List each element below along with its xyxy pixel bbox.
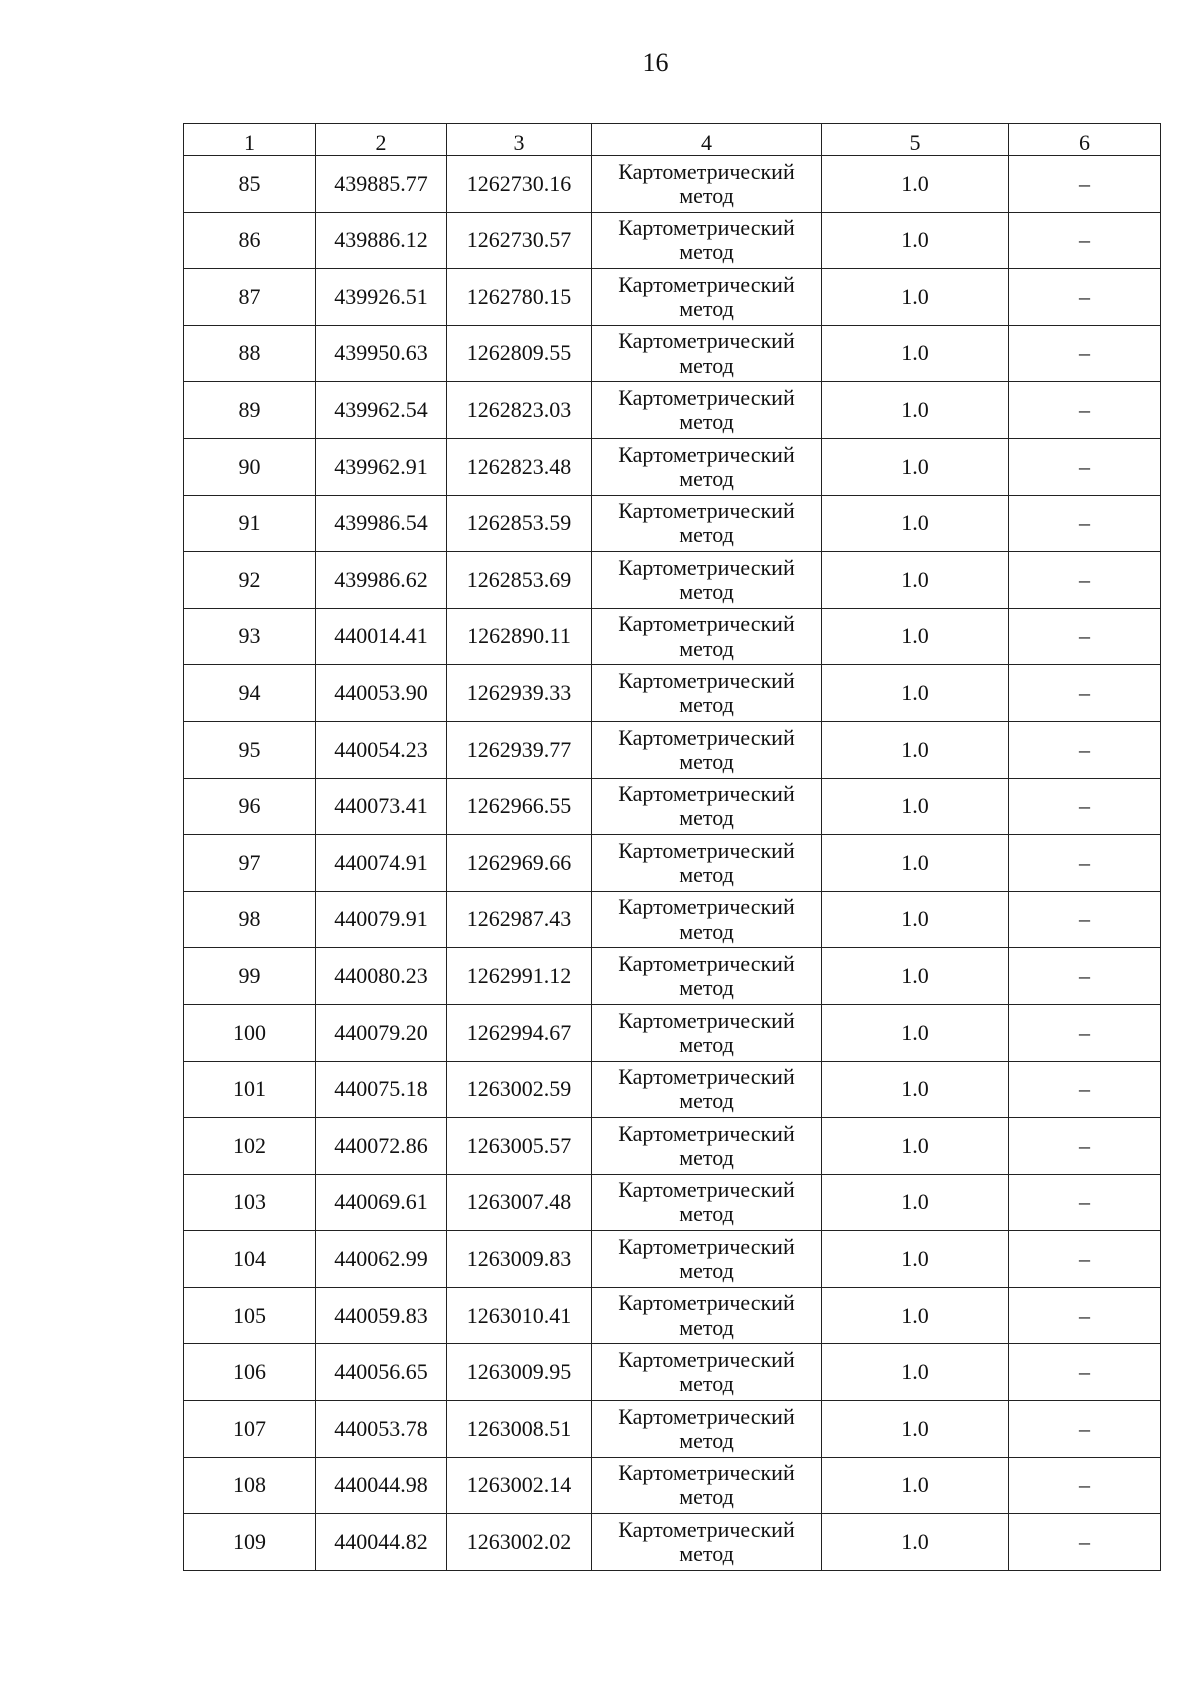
table-row (184, 438, 1161, 495)
method-line-2: метод (679, 861, 734, 887)
method-cell (592, 1231, 822, 1288)
description-cell: – (1009, 1174, 1161, 1231)
method-cell (592, 1118, 822, 1175)
coordinate-x-cell: 440053.78 (316, 1401, 447, 1458)
method-line-1: Картометрический (618, 667, 795, 693)
method-line-1: Картометрический (618, 1516, 795, 1542)
coordinate-x-cell: 439962.91 (316, 438, 447, 495)
description-cell: – (1009, 608, 1161, 665)
coordinate-x-cell: 440053.90 (316, 665, 447, 722)
table-row (184, 1174, 1161, 1231)
method-line-2: метод (679, 1031, 734, 1057)
description-cell: – (1009, 891, 1161, 948)
method-line-2: метод (679, 1541, 734, 1567)
method-line-2: метод (679, 918, 734, 944)
method-line-1: Картометрический (618, 554, 795, 580)
coordinate-x-cell: 440069.61 (316, 1174, 447, 1231)
method-line-1: Картометрический (618, 441, 795, 467)
method-cell (592, 1401, 822, 1458)
method-cell (592, 1287, 822, 1344)
method-line-1: Картометрический (618, 1177, 795, 1203)
table-row (184, 212, 1161, 269)
page-number: 16 (642, 48, 669, 77)
method-cell (592, 438, 822, 495)
coordinate-x-cell: 439986.62 (316, 552, 447, 609)
description-cell: – (1009, 1287, 1161, 1344)
accuracy-cell: 1.0 (822, 1231, 1009, 1288)
coordinate-y-cell: 1262969.66 (447, 835, 592, 892)
method-line-2: метод (679, 1201, 734, 1227)
point-number-cell: 105 (184, 1287, 316, 1344)
coordinate-y-cell: 1263002.14 (447, 1457, 592, 1514)
description-cell: – (1009, 721, 1161, 778)
method-cell (592, 721, 822, 778)
accuracy-cell: 1.0 (822, 1514, 1009, 1571)
point-number-cell: 95 (184, 721, 316, 778)
description-cell: – (1009, 948, 1161, 1005)
point-number-cell: 104 (184, 1231, 316, 1288)
method-line-2: метод (679, 1314, 734, 1340)
method-cell (592, 891, 822, 948)
table-row (184, 325, 1161, 382)
coordinate-y-cell: 1262987.43 (447, 891, 592, 948)
column-header: 1 (184, 124, 316, 156)
table-row (184, 552, 1161, 609)
point-number-cell: 94 (184, 665, 316, 722)
column-header: 4 (592, 124, 822, 156)
coordinate-y-cell: 1262809.55 (447, 325, 592, 382)
description-cell: – (1009, 1231, 1161, 1288)
description-cell: – (1009, 835, 1161, 892)
accuracy-cell: 1.0 (822, 212, 1009, 269)
method-line-1: Картометрический (618, 781, 795, 807)
accuracy-cell: 1.0 (822, 1061, 1009, 1118)
method-line-1: Картометрический (618, 498, 795, 524)
table-row (184, 665, 1161, 722)
table-row (184, 495, 1161, 552)
method-cell (592, 1514, 822, 1571)
accuracy-cell: 1.0 (822, 665, 1009, 722)
point-number-cell: 87 (184, 269, 316, 326)
column-header: 5 (822, 124, 1009, 156)
method-cell (592, 1061, 822, 1118)
coordinates-table (183, 123, 1161, 1571)
method-line-1: Картометрический (618, 1120, 795, 1146)
point-number-cell: 109 (184, 1514, 316, 1571)
method-cell (592, 1174, 822, 1231)
method-line-1: Картометрический (618, 1064, 795, 1090)
method-line-2: метод (679, 182, 734, 208)
method-line-2: метод (679, 975, 734, 1001)
method-cell (592, 269, 822, 326)
coordinate-x-cell: 439950.63 (316, 325, 447, 382)
coordinate-x-cell: 440073.41 (316, 778, 447, 835)
method-line-2: метод (679, 1144, 734, 1170)
point-number-cell: 100 (184, 1004, 316, 1061)
method-cell (592, 835, 822, 892)
method-line-2: метод (679, 635, 734, 661)
table-row (184, 1118, 1161, 1175)
coordinate-y-cell: 1262939.77 (447, 721, 592, 778)
coordinate-x-cell: 440044.98 (316, 1457, 447, 1514)
accuracy-cell: 1.0 (822, 156, 1009, 213)
method-line-2: метод (679, 692, 734, 718)
coordinate-x-cell: 440080.23 (316, 948, 447, 1005)
accuracy-cell: 1.0 (822, 835, 1009, 892)
coordinate-x-cell: 439926.51 (316, 269, 447, 326)
coordinate-x-cell: 440079.91 (316, 891, 447, 948)
method-cell (592, 1344, 822, 1401)
coordinate-x-cell: 440059.83 (316, 1287, 447, 1344)
table-row (184, 269, 1161, 326)
coordinate-x-cell: 440075.18 (316, 1061, 447, 1118)
accuracy-cell: 1.0 (822, 382, 1009, 439)
accuracy-cell: 1.0 (822, 948, 1009, 1005)
table-row (184, 948, 1161, 1005)
coordinate-y-cell: 1262730.16 (447, 156, 592, 213)
description-cell: – (1009, 212, 1161, 269)
coordinate-x-cell: 439962.54 (316, 382, 447, 439)
accuracy-cell: 1.0 (822, 608, 1009, 665)
method-line-2: метод (679, 1371, 734, 1397)
description-cell: – (1009, 1344, 1161, 1401)
method-line-1: Картометрический (618, 1233, 795, 1259)
point-number-cell: 91 (184, 495, 316, 552)
description-cell: – (1009, 665, 1161, 722)
method-cell (592, 665, 822, 722)
table-row (184, 891, 1161, 948)
method-cell (592, 948, 822, 1005)
coordinate-y-cell: 1263009.95 (447, 1344, 592, 1401)
coordinate-y-cell: 1262853.59 (447, 495, 592, 552)
point-number-cell: 92 (184, 552, 316, 609)
table-row (184, 1004, 1161, 1061)
method-cell (592, 495, 822, 552)
point-number-cell: 90 (184, 438, 316, 495)
method-cell (592, 382, 822, 439)
accuracy-cell: 1.0 (822, 721, 1009, 778)
point-number-cell: 98 (184, 891, 316, 948)
table-row (184, 1457, 1161, 1514)
coordinate-y-cell: 1262890.11 (447, 608, 592, 665)
point-number-cell: 93 (184, 608, 316, 665)
method-cell (592, 608, 822, 665)
column-header: 3 (447, 124, 592, 156)
description-cell: – (1009, 438, 1161, 495)
point-number-cell: 106 (184, 1344, 316, 1401)
coordinate-x-cell: 440062.99 (316, 1231, 447, 1288)
method-line-1: Картометрический (618, 1347, 795, 1373)
method-line-2: метод (679, 1427, 734, 1453)
description-cell: – (1009, 778, 1161, 835)
description-cell: – (1009, 269, 1161, 326)
description-cell: – (1009, 495, 1161, 552)
description-cell: – (1009, 1061, 1161, 1118)
point-number-cell: 86 (184, 212, 316, 269)
coordinate-x-cell: 440074.91 (316, 835, 447, 892)
accuracy-cell: 1.0 (822, 1004, 1009, 1061)
method-line-1: Картометрический (618, 384, 795, 410)
point-number-cell: 99 (184, 948, 316, 1005)
accuracy-cell: 1.0 (822, 269, 1009, 326)
method-line-1: Картометрический (618, 894, 795, 920)
method-line-2: метод (679, 748, 734, 774)
coordinate-y-cell: 1262823.03 (447, 382, 592, 439)
point-number-cell: 96 (184, 778, 316, 835)
coordinate-x-cell: 440079.20 (316, 1004, 447, 1061)
column-header: 2 (316, 124, 447, 156)
point-number-cell: 107 (184, 1401, 316, 1458)
coordinate-y-cell: 1262730.57 (447, 212, 592, 269)
point-number-cell: 103 (184, 1174, 316, 1231)
table-row (184, 1514, 1161, 1571)
coordinate-y-cell: 1262991.12 (447, 948, 592, 1005)
description-cell: – (1009, 325, 1161, 382)
coordinate-y-cell: 1263008.51 (447, 1401, 592, 1458)
table-header-row (184, 124, 1161, 156)
table-row (184, 1401, 1161, 1458)
coordinate-x-cell: 439986.54 (316, 495, 447, 552)
description-cell: – (1009, 156, 1161, 213)
accuracy-cell: 1.0 (822, 1401, 1009, 1458)
point-number-cell: 108 (184, 1457, 316, 1514)
accuracy-cell: 1.0 (822, 438, 1009, 495)
method-line-2: метод (679, 1484, 734, 1510)
point-number-cell: 97 (184, 835, 316, 892)
method-line-1: Картометрический (618, 837, 795, 863)
coordinate-y-cell: 1263005.57 (447, 1118, 592, 1175)
method-cell (592, 212, 822, 269)
coordinate-y-cell: 1263007.48 (447, 1174, 592, 1231)
table-row (184, 1231, 1161, 1288)
table-row (184, 1061, 1161, 1118)
accuracy-cell: 1.0 (822, 1457, 1009, 1514)
method-cell (592, 156, 822, 213)
method-line-2: метод (679, 409, 734, 435)
method-line-2: метод (679, 522, 734, 548)
column-header: 6 (1009, 124, 1161, 156)
method-line-1: Картометрический (618, 724, 795, 750)
point-number-cell: 88 (184, 325, 316, 382)
method-line-2: метод (679, 295, 734, 321)
coordinate-x-cell: 440044.82 (316, 1514, 447, 1571)
method-cell (592, 552, 822, 609)
coordinate-x-cell: 440054.23 (316, 721, 447, 778)
description-cell: – (1009, 1401, 1161, 1458)
method-line-1: Картометрический (618, 1290, 795, 1316)
coordinate-y-cell: 1263002.59 (447, 1061, 592, 1118)
description-cell: – (1009, 1457, 1161, 1514)
coordinate-x-cell: 440056.65 (316, 1344, 447, 1401)
coordinate-y-cell: 1262853.69 (447, 552, 592, 609)
method-line-1: Картометрический (618, 1403, 795, 1429)
table-row (184, 835, 1161, 892)
method-line-1: Картометрический (618, 950, 795, 976)
method-line-2: метод (679, 1088, 734, 1114)
method-line-1: Картометрический (618, 215, 795, 241)
accuracy-cell: 1.0 (822, 1174, 1009, 1231)
description-cell: – (1009, 1514, 1161, 1571)
method-line-2: метод (679, 578, 734, 604)
method-line-2: метод (679, 465, 734, 491)
point-number-cell: 102 (184, 1118, 316, 1175)
method-line-1: Картометрический (618, 1007, 795, 1033)
method-line-2: метод (679, 352, 734, 378)
description-cell: – (1009, 552, 1161, 609)
table-row (184, 1287, 1161, 1344)
coordinate-y-cell: 1263009.83 (447, 1231, 592, 1288)
method-cell (592, 778, 822, 835)
coordinate-y-cell: 1262994.67 (447, 1004, 592, 1061)
accuracy-cell: 1.0 (822, 778, 1009, 835)
table-row (184, 608, 1161, 665)
description-cell: – (1009, 382, 1161, 439)
accuracy-cell: 1.0 (822, 495, 1009, 552)
method-line-1: Картометрический (618, 611, 795, 637)
coordinate-x-cell: 439886.12 (316, 212, 447, 269)
description-cell: – (1009, 1004, 1161, 1061)
point-number-cell: 89 (184, 382, 316, 439)
method-line-1: Картометрический (618, 1460, 795, 1486)
accuracy-cell: 1.0 (822, 325, 1009, 382)
method-cell (592, 1004, 822, 1061)
coordinate-y-cell: 1262780.15 (447, 269, 592, 326)
method-cell (592, 1457, 822, 1514)
coordinate-x-cell: 440014.41 (316, 608, 447, 665)
table-row (184, 721, 1161, 778)
description-cell: – (1009, 1118, 1161, 1175)
accuracy-cell: 1.0 (822, 1344, 1009, 1401)
point-number-cell: 85 (184, 156, 316, 213)
coordinate-x-cell: 439885.77 (316, 156, 447, 213)
method-line-2: метод (679, 239, 734, 265)
method-line-1: Картометрический (618, 328, 795, 354)
point-number-cell: 101 (184, 1061, 316, 1118)
table-row (184, 1344, 1161, 1401)
table-row (184, 382, 1161, 439)
coordinate-y-cell: 1262939.33 (447, 665, 592, 722)
method-line-1: Картометрический (618, 271, 795, 297)
method-line-2: метод (679, 805, 734, 831)
method-cell (592, 325, 822, 382)
method-line-1: Картометрический (618, 158, 795, 184)
coordinate-y-cell: 1262966.55 (447, 778, 592, 835)
coordinate-y-cell: 1262823.48 (447, 438, 592, 495)
coordinate-x-cell: 440072.86 (316, 1118, 447, 1175)
table-row (184, 778, 1161, 835)
accuracy-cell: 1.0 (822, 552, 1009, 609)
method-line-2: метод (679, 1258, 734, 1284)
accuracy-cell: 1.0 (822, 891, 1009, 948)
coordinate-y-cell: 1263002.02 (447, 1514, 592, 1571)
table-row (184, 156, 1161, 213)
accuracy-cell: 1.0 (822, 1287, 1009, 1344)
coordinate-y-cell: 1263010.41 (447, 1287, 592, 1344)
accuracy-cell: 1.0 (822, 1118, 1009, 1175)
